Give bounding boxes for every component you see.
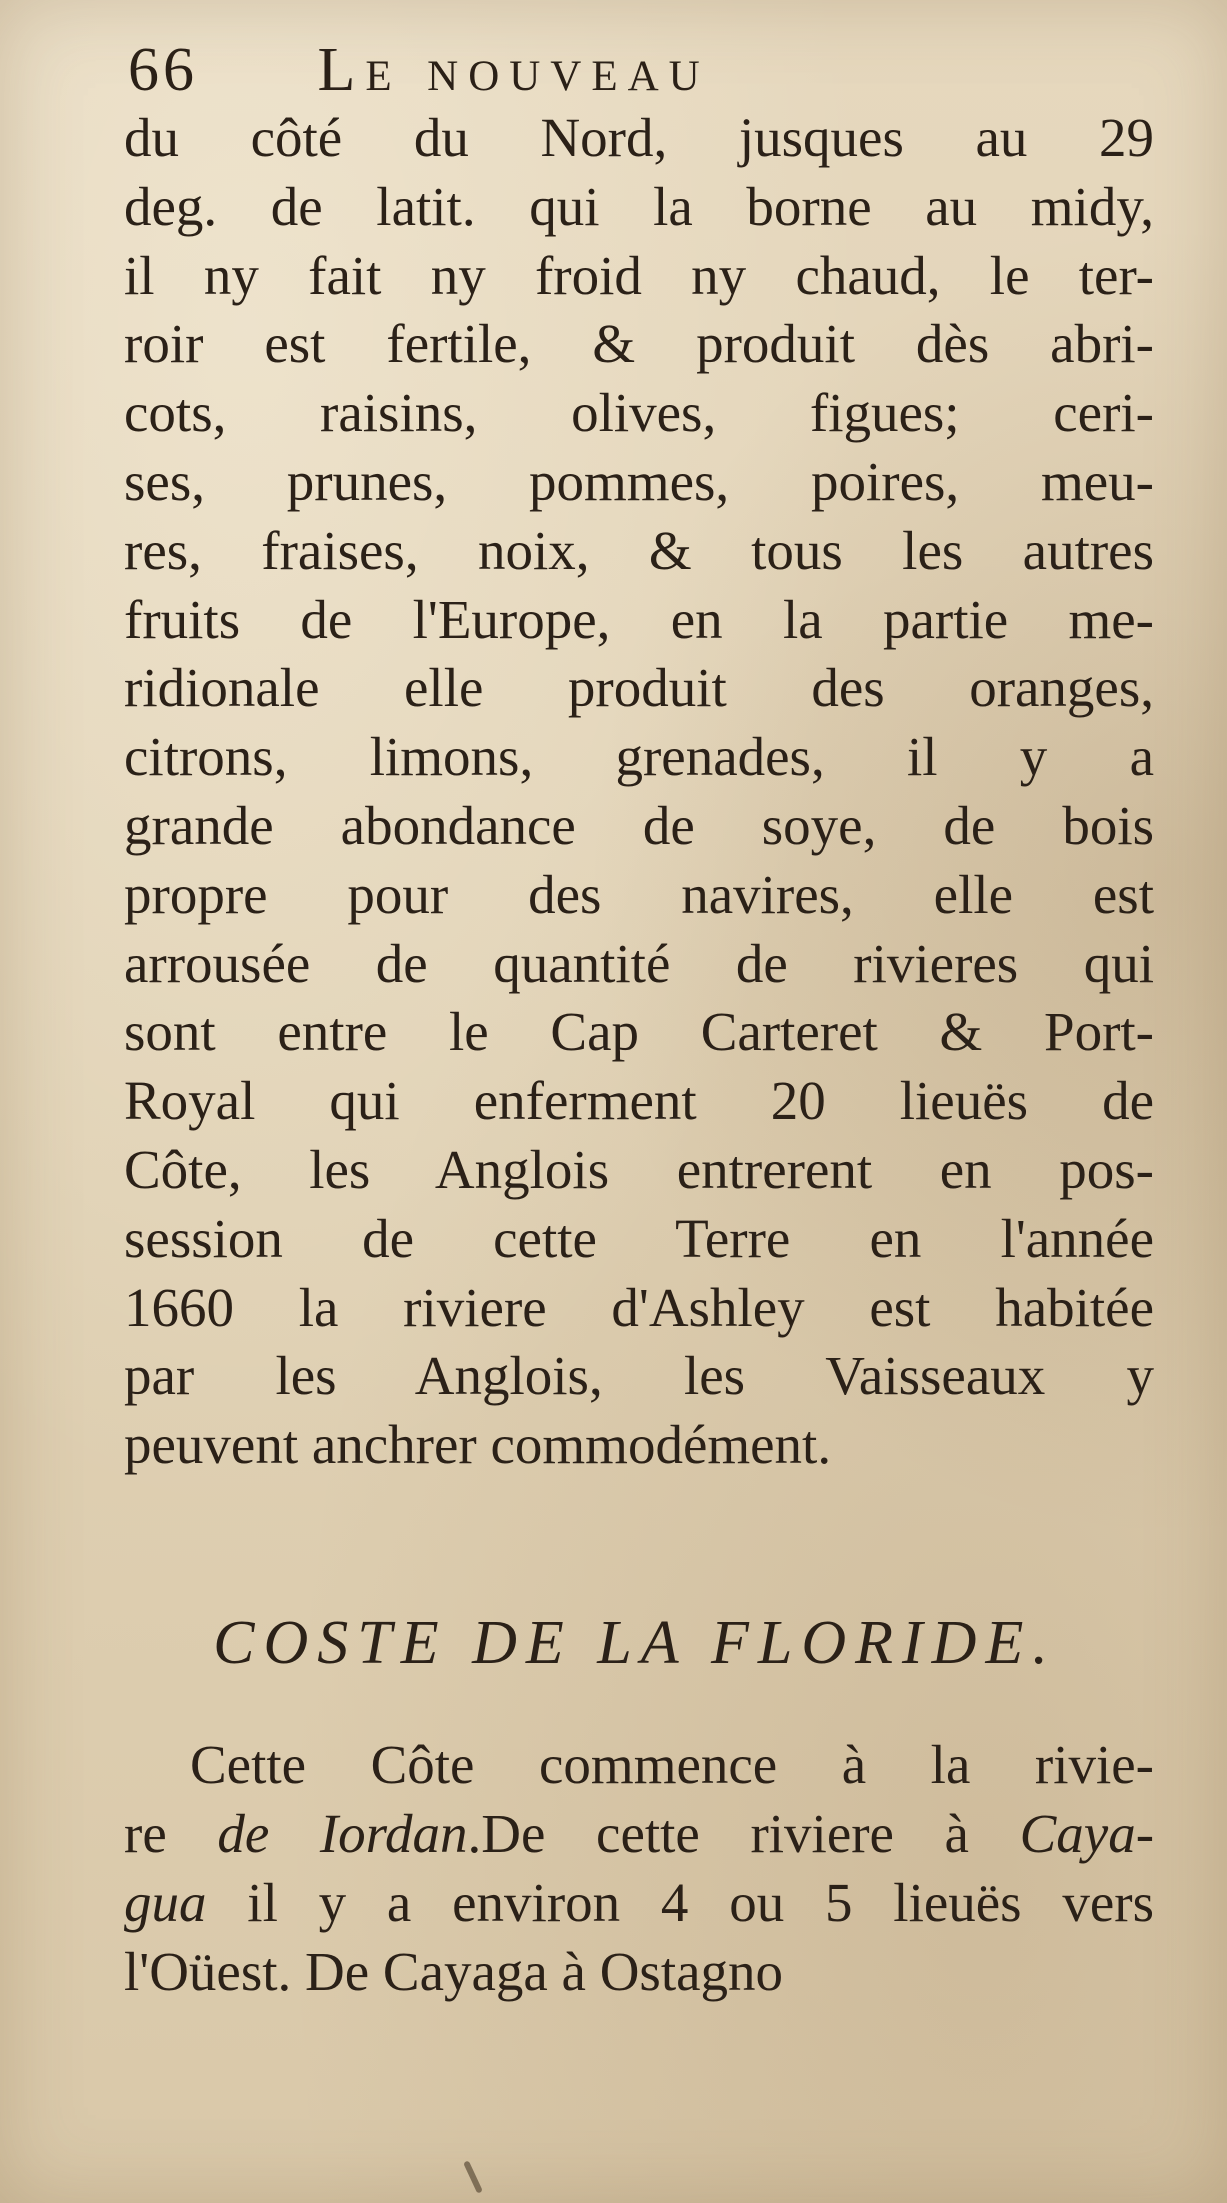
- text-line: du côté du Nord, jusques au 29: [124, 107, 1154, 168]
- text-line: roir est fertile, & produit dès abri-: [124, 313, 1154, 375]
- section-paragraph: [124, 1730, 1154, 2006]
- text-line: Côte, les Anglois entrerent en pos-: [124, 1138, 1154, 1200]
- body-paragraph: [124, 104, 1154, 1480]
- text-line: 1660 la riviere d'Ashley est habitée: [124, 1276, 1154, 1338]
- text-line: Royal qui enferment 20 lieuës de: [124, 1070, 1154, 1132]
- place-name: Caya-: [1019, 1803, 1155, 1864]
- text-line: fruits de l'Europe, en la partie me-: [124, 588, 1154, 650]
- section-heading: COSTE DE LA FLORIDE.: [213, 1609, 1057, 1677]
- text-line: citrons, limons, grenades, il y a: [124, 726, 1154, 788]
- river-name: de Iordan: [217, 1803, 468, 1864]
- text-line: par les Anglois, les Vaisseaux y: [124, 1345, 1154, 1407]
- text-line: Cette Côte commence à la rivie-: [190, 1734, 1154, 1795]
- page-number: 66: [128, 36, 198, 104]
- text-line: l'Oüest. De Cayaga à Ostagno: [124, 1941, 784, 2002]
- text-line: grande abondance de soye, de bois: [124, 794, 1154, 856]
- text-line: propre pour des navires, elle est: [124, 863, 1154, 925]
- text-run: il y a environ 4 ou 5 lieuës vers: [206, 1872, 1154, 1933]
- text-line: session de cette Terre en l'année: [124, 1207, 1154, 1269]
- text-line: [124, 1868, 1154, 1937]
- ink-mark: [463, 2160, 483, 2193]
- text-line: ses, prunes, pommes, poires, meu-: [124, 450, 1154, 512]
- text-line: ridionale elle produit des oranges,: [124, 657, 1154, 719]
- text-line: sont entre le Cap Carteret & Port-: [124, 1001, 1154, 1063]
- text-line: deg. de latit. qui la borne au midy,: [124, 175, 1154, 237]
- page-header: [128, 30, 1128, 110]
- text-line: il ny fait ny froid ny chaud, le ter-: [124, 244, 1154, 306]
- text-line: arrousée de quantité de rivieres qui: [124, 932, 1154, 994]
- text-line: cots, raisins, olives, figues; ceri-: [124, 382, 1154, 444]
- text-run: re: [124, 1803, 218, 1864]
- text-line: res, fraises, noix, & tous les autres: [124, 519, 1154, 581]
- text-line: peuvent anchrer commodément.: [124, 1414, 832, 1476]
- place-name: gua: [124, 1872, 207, 1933]
- text-line: [124, 1799, 1154, 1868]
- running-title: Le nouveau: [317, 36, 710, 104]
- text-run: .De cette riviere à: [467, 1803, 1020, 1864]
